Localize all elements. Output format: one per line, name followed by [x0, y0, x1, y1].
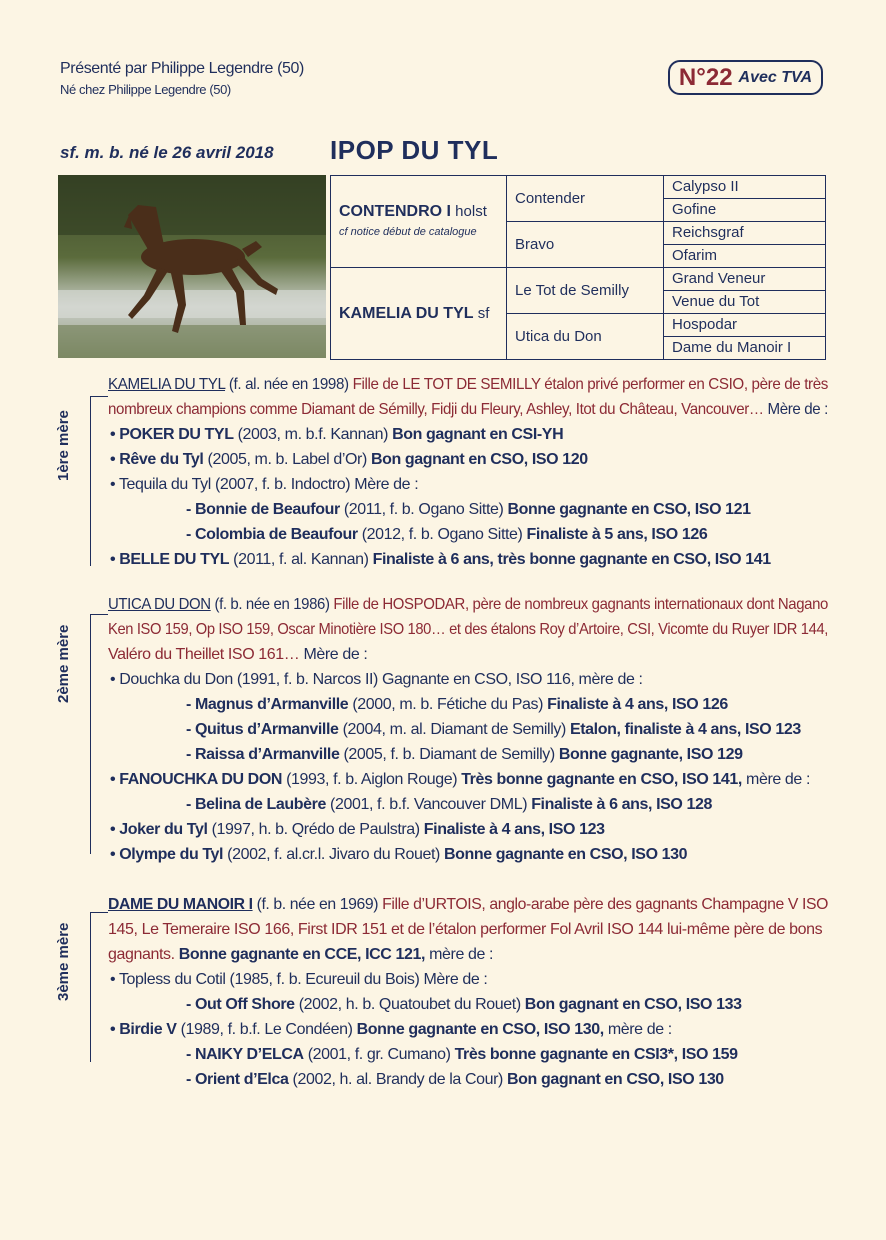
lot-badge — [668, 60, 823, 95]
bracket-line — [90, 614, 108, 615]
pedigree-great-grandparent: Calypso II — [664, 176, 826, 199]
pedigree-sire: CONTENDRO I holst cf notice début de catalogue — [331, 176, 507, 268]
dam-name: DAME DU MANOIR I — [108, 896, 253, 913]
pedigree-grandparent: Bravo — [507, 222, 664, 268]
bracket-line — [90, 912, 91, 1062]
label-first-dam: 1ère mère — [55, 410, 72, 482]
list-item: - Colombia de Beaufour (2012, f. b. Ogano Sitte) Finaliste à 5 ans, ISO 126 — [186, 526, 708, 543]
bracket-line — [90, 912, 108, 913]
pedigree-dam: KAMELIA DU TYL sf — [331, 268, 507, 360]
section-second-dam: UTICA DU DON (f. b. née en 1986) Fille de HOSPODAR, père de nombreux gagnants internationaux dont Nagano Ken ISO 159, Op ISO 159, Oscar Minotière ISO 180… et des étalons Roy d’Artoire, CSI, Vicomte du Ruyer IDR 144, Valéro du Theillet ISO 161… Mère de : • Douchka du Don (1991, f. b. Narcos II) Gagnante en CSO, ISO 116, mère de : - Magnus d’Armanville (2000, m. b. Fétiche du Pas) Finaliste à 4 ans, ISO 126 - Quitus d’Armanville (2004, m. al. Diamant de Semilly) Etalon, finaliste à 4 ans, ISO 123 - Raissa d’Armanville (2005, f. b. Diamant de Semilly) Bonne gagnante, ISO 129 • FANOUCHKA DU DON (1993, f. b. Aiglon Rouge) Très bonne gagnante en CSO, ISO 141, mère de : - Belina de Laubère (2001, f. b.f. Vancouver DML) Finaliste à 6 ans, ISO 128 • Joker du Tyl (1997, h. b. Qrédo de Paulstra) Finaliste à 4 ans, ISO 123 • Olympe du Tyl (2002, f. al.cr.l. Jivaro du Rouet) Bonne gagnante en CSO, ISO 130 — [108, 592, 828, 867]
list-item: - Bonnie de Beaufour (2011, f. b. Ogano Sitte) Bonne gagnante en CSO, ISO 121 — [186, 501, 751, 518]
list-item: • Olympe du Tyl (2002, f. al.cr.l. Jivaro du Rouet) Bonne gagnante en CSO, ISO 130 — [110, 846, 688, 863]
dam-name: UTICA DU DON — [108, 596, 211, 613]
list-item: - Out Off Shore (2002, h. b. Quatoubet du Rouet) Bon gagnant en CSO, ISO 133 — [186, 996, 742, 1013]
horse-name: IPOP DU TYL — [330, 135, 499, 165]
label-second-dam: 2ème mère — [55, 624, 72, 704]
lot-number: N°22 — [678, 63, 733, 91]
list-item: - Quitus d’Armanville (2004, m. al. Diamant de Semilly) Etalon, finaliste à 4 ans, ISO 123 — [186, 721, 801, 738]
dam-name: KAMELIA DU TYL — [108, 376, 226, 393]
bracket-line — [90, 396, 108, 397]
pedigree-great-grandparent: Venue du Tot — [664, 291, 826, 314]
label-third-dam: 3ème mère — [55, 922, 72, 1002]
list-item: • POKER DU TYL (2003, m. b.f. Kannan) Bon gagnant en CSI-YH — [110, 426, 564, 443]
list-item: • BELLE DU TYL (2011, f. al. Kannan) Finaliste à 6 ans, très bonne gagnante en CSO, ISO 141 — [110, 551, 771, 568]
list-item: • FANOUCHKA DU DON (1993, f. b. Aiglon Rouge) Très bonne gagnante en CSO, ISO 141, mère de : — [110, 771, 811, 788]
bracket-line — [90, 614, 91, 854]
section-first-dam: KAMELIA DU TYL (f. al. née en 1998) Fille de LE TOT DE SEMILLY étalon privé performer en CSIO, père de très nombreux champions comme Diamant de Sémilly, Fidji du Fleury, Ashley, Itot du Château, Vancouver… Mère de : • POKER DU TYL (2003, m. b.f. Kannan) Bon gagnant en CSI-YH • Rêve du Tyl (2005, m. b. Label d’Or) Bon gagnant en CSO, ISO 120 • Tequila du Tyl (2007, f. b. Indoctro) Mère de : - Bonnie de Beaufour (2011, f. b. Ogano Sitte) Bonne gagnante en CSO, ISO 121 - Colombia de Beaufour (2012, f. b. Ogano Sitte) Finaliste à 5 ans, ISO 126 • BELLE DU TYL (2011, f. al. Kannan) Finaliste à 6 ans, très bonne gagnante en CSO, ISO 141 — [108, 372, 828, 572]
bracket-line — [90, 396, 91, 566]
pedigree-great-grandparent: Dame du Manoir I — [664, 337, 826, 360]
list-item: • Joker du Tyl (1997, h. b. Qrédo de Paulstra) Finaliste à 4 ans, ISO 123 — [110, 821, 605, 838]
horse-description: sf. m. b. né le 26 avril 2018 — [60, 143, 274, 162]
list-item: • Douchka du Don (1991, f. b. Narcos II) Gagnante en CSO, ISO 116, mère de : — [110, 671, 643, 688]
pedigree-great-grandparent: Grand Veneur — [664, 268, 826, 291]
list-item: • Birdie V (1989, f. b.f. Le Condéen) Bonne gagnante en CSO, ISO 130, mère de : — [110, 1021, 672, 1038]
list-item: - NAIKY D’ELCA (2001, f. gr. Cumano) Très bonne gagnante en CSI3*, ISO 159 — [186, 1046, 738, 1063]
list-item: - Orient d’Elca (2002, h. al. Brandy de la Cour) Bon gagnant en CSO, ISO 130 — [186, 1071, 724, 1088]
section-third-dam: DAME DU MANOIR I (f. b. née en 1969) Fille d’URTOIS, anglo-arabe père des gagnants Champagne V ISO 145, Le Temeraire ISO 166, First IDR 151 et de l’étalon performer Fol Avril ISO 144 lui-même père de bons gagnants. Bonne gagnante en CCE, ICC 121, mère de : • Topless du Cotil (1985, f. b. Ecureuil du Bois) Mère de : - Out Off Shore (2002, h. b. Quatoubet du Rouet) Bon gagnant en CSO, ISO 133 • Birdie V (1989, f. b.f. Le Condéen) Bonne gagnante en CSO, ISO 130, mère de : - NAIKY D’ELCA (2001, f. gr. Cumano) Très bonne gagnante en CSI3*, ISO 159 - Orient d’Elca (2002, h. al. Brandy de la Cour) Bon gagnant en CSO, ISO 130 — [108, 892, 828, 1092]
breeder-text: Né chez Philippe Legendre (50) — [60, 82, 231, 97]
pedigree-grandparent: Contender — [507, 176, 664, 222]
vat-label: Avec TVA — [738, 68, 813, 86]
pedigree-great-grandparent: Hospodar — [664, 314, 826, 337]
list-item: - Belina de Laubère (2001, f. b.f. Vancouver DML) Finaliste à 6 ans, ISO 128 — [186, 796, 712, 813]
pedigree-grandparent: Utica du Don — [507, 314, 664, 360]
list-item: • Rêve du Tyl (2005, m. b. Label d’Or) Bon gagnant en CSO, ISO 120 — [110, 451, 588, 468]
presenter-text: Présenté par Philippe Legendre (50) — [60, 60, 304, 77]
pedigree-grandparent: Le Tot de Semilly — [507, 268, 664, 314]
list-item: - Magnus d’Armanville (2000, m. b. Fétiche du Pas) Finaliste à 4 ans, ISO 126 — [186, 696, 728, 713]
horse-photo — [58, 175, 326, 358]
pedigree-table — [330, 175, 826, 360]
list-item: • Topless du Cotil (1985, f. b. Ecureuil du Bois) Mère de : — [110, 971, 488, 988]
pedigree-great-grandparent: Reichsgraf — [664, 222, 826, 245]
list-item: - Raissa d’Armanville (2005, f. b. Diamant de Semilly) Bonne gagnante, ISO 129 — [186, 746, 743, 763]
pedigree-great-grandparent: Ofarim — [664, 245, 826, 268]
list-item: • Tequila du Tyl (2007, f. b. Indoctro) Mère de : — [110, 476, 419, 493]
pedigree-great-grandparent: Gofine — [664, 199, 826, 222]
